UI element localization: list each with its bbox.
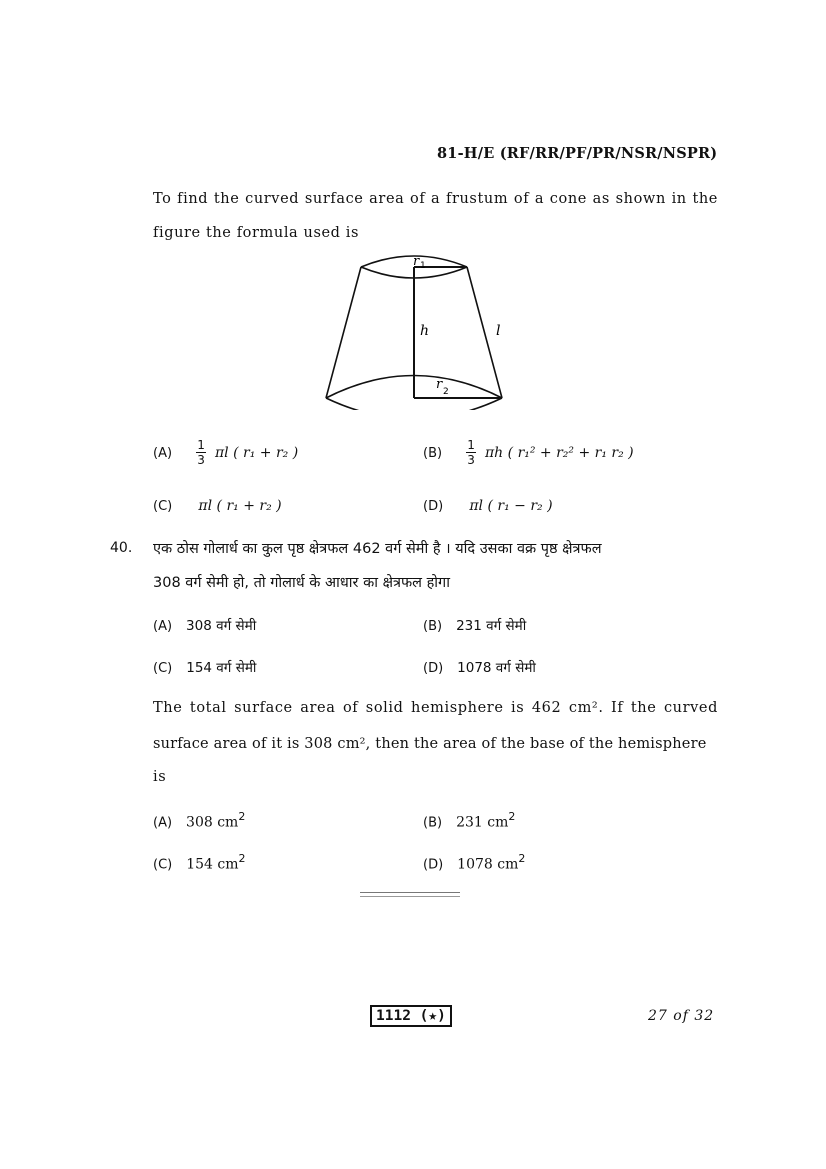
q40-hindi-option-c[interactable]: (C) 154 वर्ग सेमी [153, 660, 257, 676]
q40-english-line1: The total surface area of solid hemisphere is 462 cm². If the curved [153, 700, 718, 716]
q40-hindi-option-a[interactable]: (A) 308 वर्ग सेमी [153, 618, 257, 634]
q40-english-option-c[interactable]: (C) 154 $cm^2$ [153, 852, 246, 873]
question-number: 40. [110, 540, 133, 556]
r1-label: r [413, 254, 420, 269]
q40-english-option-d[interactable]: (D) 1078 $cm^2$ [423, 852, 526, 873]
q40-hindi-option-d[interactable]: (D) 1078 वर्ग सेमी [423, 660, 536, 676]
q39-option-d[interactable]: (D) πl ( r₁ − r₂ ) [423, 498, 553, 514]
section-divider [360, 892, 460, 897]
q40-english-line3: is [153, 769, 167, 785]
q39-option-b[interactable]: (B) $\frac{1}{3}$ πh ( r₁² + r₂² + r₁ r₂ ) [423, 438, 634, 467]
q40-english-option-b[interactable]: (B) 231 $cm^2$ [423, 810, 516, 831]
h-label: h [420, 323, 430, 339]
q40-hindi-line2: 308 वर्ग सेमी हो, तो गोलार्ध के आधार का क्षेत्रफल होगा [153, 575, 450, 591]
q39-text-line1: To find the curved surface area of a frustum of a cone as shown in the [153, 191, 718, 207]
q40-hindi-option-b[interactable]: (B) 231 वर्ग सेमी [423, 618, 527, 634]
r2-label: r [436, 377, 443, 392]
frustum-figure [320, 245, 515, 410]
fraction: $\frac{1}{3}$ [197, 438, 205, 467]
q40-english-line2: surface area of it is 308 cm², then the area of the base of the hemisphere [153, 736, 707, 752]
svg-text:2: 2 [443, 387, 449, 397]
booklet-code: 1112 (★) [370, 1005, 452, 1027]
q39-text-line2: figure the formula used is [153, 225, 360, 241]
paper-code: 81-H/E (RF/RR/PF/PR/NSR/NSPR) [437, 145, 718, 162]
page-number: 27 of 32 [648, 1008, 715, 1024]
q40-hindi-line1: एक ठोस गोलार्ध का कुल पृष्ठ क्षेत्रफल 462 वर्ग सेमी है । यदि उसका वक्र पृष्ठ क्षेत्रफल [153, 541, 602, 557]
q39-option-c[interactable]: (C) πl ( r₁ + r₂ ) [153, 498, 282, 514]
q40-english-option-a[interactable]: (A) 308 $cm^2$ [153, 810, 246, 831]
fraction: $\frac{1}{3}$ [467, 438, 475, 467]
q39-option-a[interactable]: (A) $\frac{1}{3}$ πl ( r₁ + r₂ ) [153, 438, 299, 467]
svg-text:1: 1 [420, 261, 426, 271]
l-label: l [496, 323, 501, 339]
